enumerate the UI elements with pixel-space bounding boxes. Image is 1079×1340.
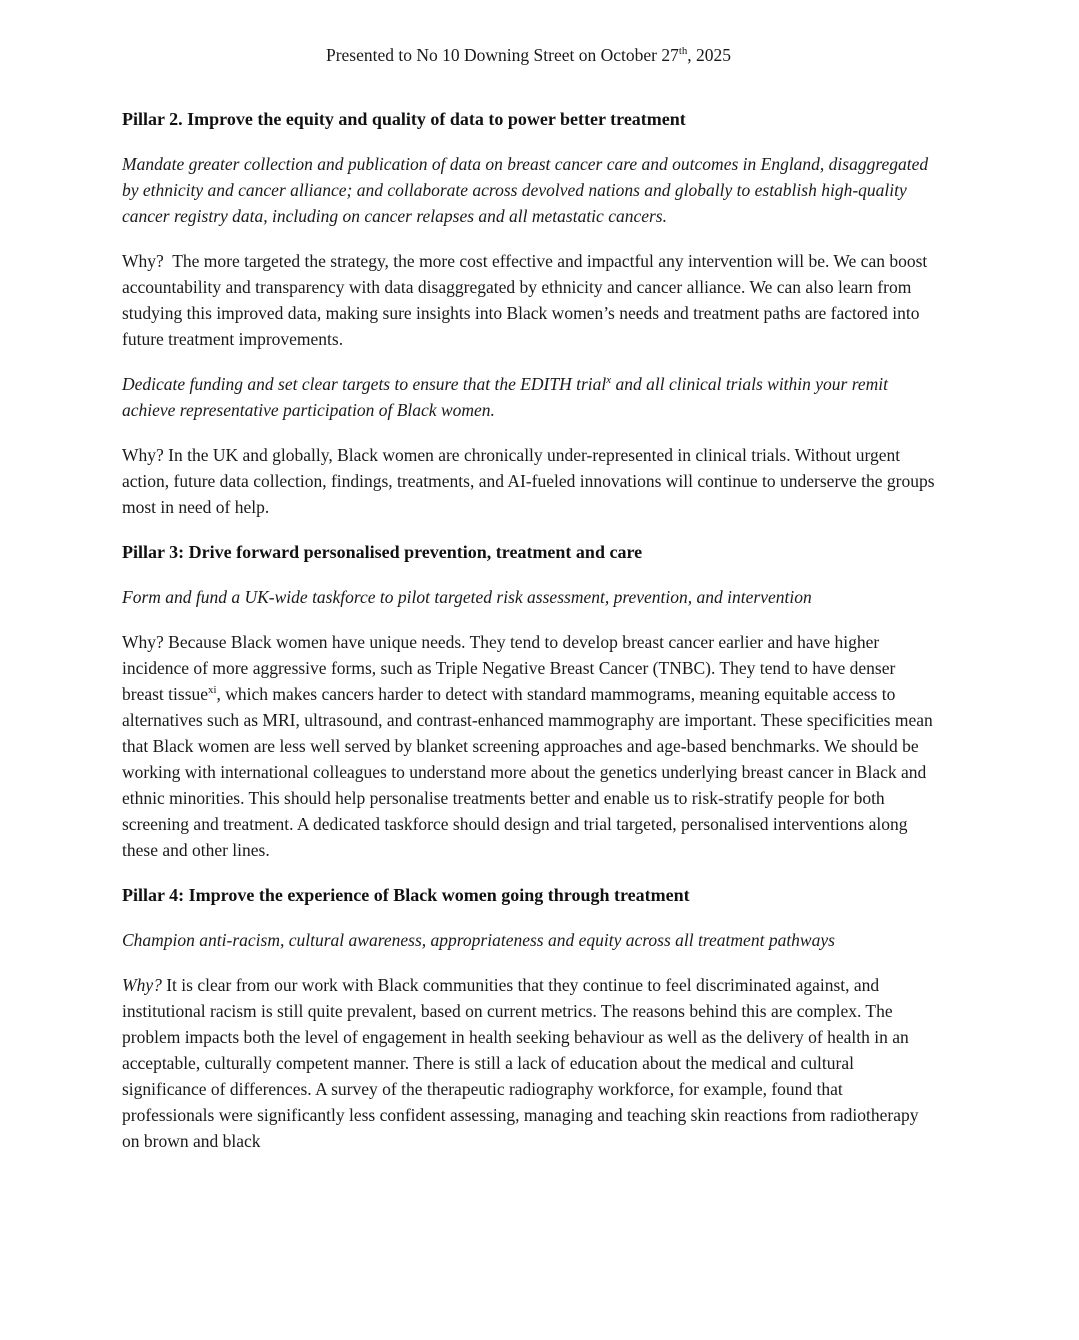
text-run: It is clear from our work with Black communities that they continue to feel discriminated against, and institutional racism is still quite prevalent, based on current metrics. The reasons behind this are complex. The problem impacts both the level of engagement in health seeking behaviour as well as the delivery of health in an acceptable, culturally competent manner. There is still a lack of education about the medical and cultural significance of differences. A survey of the therapeutic radiography workforce, for example, found that professionals were significantly less confident assessing, managing and teaching skin reactions from radiotherapy on brown and black: [122, 975, 923, 1151]
recommendation-paragraph: [122, 151, 935, 229]
text-run: Dedicate funding and set clear targets to ensure that the EDITH trial: [122, 374, 607, 394]
text-run: Why?: [122, 975, 162, 995]
text-run: Pillar 2. Improve the equity and quality of data to power better treatment: [122, 109, 686, 129]
document-content: [122, 106, 939, 1154]
text-run: , which makes cancers harder to detect with standard mammograms, meaning equitable access to alternatives such as MRI, ultrasound, and contrast-enhanced mammography are important. These specificities mean that Black women are less well served by blanket screening approaches and age-based benchmarks. We should be working with international colleagues to understand more about the genetics underlying breast cancer in Black and ethnic minorities. This should help personalise treatments better and enable us to risk-stratify people for both screening and treatment. A dedicated taskforce should design and trial targeted, personalised interventions along these and other lines.: [122, 684, 938, 860]
text-run: and all clinical trials within your remit achieve representative participation of Black women.: [122, 374, 893, 420]
header-date-superscript: th: [678, 45, 688, 58]
text-run: Pillar 3: Drive forward personalised prevention, treatment and care: [122, 542, 643, 562]
footnote-reference: x: [606, 374, 612, 387]
body-paragraph: [122, 442, 939, 520]
recommendation-paragraph: [122, 584, 935, 610]
text-run: Champion anti-racism, cultural awareness, appropriateness and equity across all treatment pathways: [122, 930, 835, 950]
text-run: Why? In the UK and globally, Black women are chronically under-represented in clinical trials. Without urgent action, future data collection, findings, treatments, and AI-fueled innovations will continue to underserve the groups most in need of help.: [122, 445, 939, 517]
pillar-heading: [122, 539, 935, 565]
text-run: Mandate greater collection and publication of data on breast cancer care and outcomes in England, disaggregated by ethnicity and cancer alliance; and collaborate across devolved nations and globally to establish high-quality cancer registry data, including on cancer relapses and all metastatic cancers.: [122, 154, 933, 226]
header-text: Presented to No 10 Downing Street on October 27: [325, 45, 679, 65]
body-paragraph: [122, 972, 935, 1154]
document-header: [122, 42, 935, 68]
pillar-heading: [122, 882, 935, 908]
recommendation-paragraph: [122, 927, 935, 953]
body-paragraph: [122, 248, 935, 352]
text-run: Why? Because Black women have unique needs. They tend to develop breast cancer earlier and have higher incidence of more aggressive forms, such as Triple Negative Breast Cancer (TNBC). They tend to have denser breast tissue: [122, 632, 900, 704]
pillar-heading: [122, 106, 935, 132]
footnote-reference: xi: [208, 684, 217, 697]
text-run: Why? The more targeted the strategy, the more cost effective and impactful any intervention will be. We can boost accountability and transparency with data disaggregated by ethnicity and cancer alliance. We can also learn from studying this improved data, making sure insights into Black women’s needs and treatment paths are factored into future treatment improvements.: [122, 251, 932, 349]
text-run: Form and fund a UK-wide taskforce to pilot targeted risk assessment, prevention, and intervention: [122, 587, 812, 607]
text-run: Pillar 4: Improve the experience of Black women going through treatment: [122, 885, 690, 905]
body-paragraph: [122, 629, 938, 863]
recommendation-paragraph: [122, 371, 935, 423]
header-text-suffix: , 2025: [687, 45, 732, 65]
